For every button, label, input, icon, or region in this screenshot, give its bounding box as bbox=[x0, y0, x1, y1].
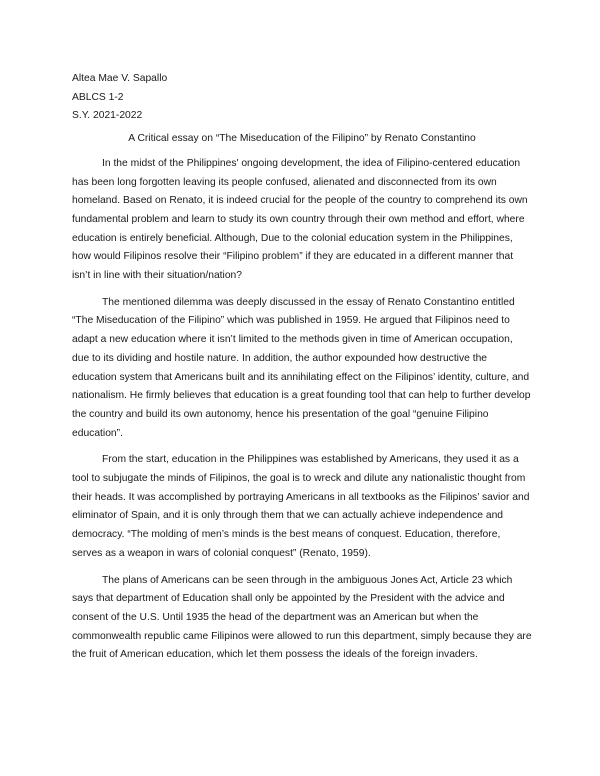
essay-body bbox=[72, 70, 532, 673]
school-year: S.Y. 2021-2022 bbox=[72, 110, 143, 122]
paragraph-1: In the midst of the Philippines' ongoing development, the idea of Filipino-centered education has been long forgotten leaving its people confused, alienated and disconnected from its own homeland. Based on Renato, it is indeed crucial for the people of the country to comprehend its own fundamental problem and learn to study its own country through their own method and effort, where education is entirely beneficial. Although, Due to the colonial education system in the Philippines, how would Filipinos resolve their “Filipino problem” if they are educated in a different manner that isn’t in line with their situation/nation? bbox=[72, 157, 528, 282]
paragraph-2: The mentioned dilemma was deeply discussed in the essay of Renato Constantino entitled “The Miseducation of the Filipino” which was published in 1959. He argued that Filipinos need to adapt a new education where it isn’t limited to the methods given in time of American occupation, due to its dividing and hostile nature. In addition, the author expounded how destructive the education system that Americans built and its annihilating effect on the Filipinos’ identity, culture, and nationalism. He firmly believes that education is a great founding tool that can help to further develop the country and build its own autonomy, hence his presentation of the goal “genuine Filipino education”. bbox=[72, 296, 531, 439]
essay-title: A Critical essay on “The Miseducation of the Filipino” by Renato Constantino bbox=[128, 133, 476, 145]
class-section: ABLCS 1-2 bbox=[72, 91, 124, 103]
author-name: Altea Mae V. Sapallo bbox=[72, 73, 168, 84]
paragraph-3: From the start, education in the Philippines was established by Americans, they used it as a tool to subjugate the minds of Filipinos, the goal is to wreck and dilute any nationalistic thought from their heads. It was accomplished by portraying Americans in all textbooks as the Filipinos’ savior and eliminator of Spain, and it is only through them that we can actually achieve independence and democracy. “The molding of men’s minds is the best means of conquest. Education, therefore, serves as a weapon in wars of colonial conquest” (Renato, 1959). bbox=[72, 454, 530, 559]
paragraph-4: The plans of Americans can be seen through in the ambiguous Jones Act, Article 23 which says that department of Education shall only be appointed by the President with the advice and consent of the U.S. Until 1935 the head of the department was an American but when the commonwealth republic came Filipinos were allowed to run this department, simply because they are the fruit of American education, which let them possess the ideals of the foreign invaders. bbox=[72, 574, 532, 661]
